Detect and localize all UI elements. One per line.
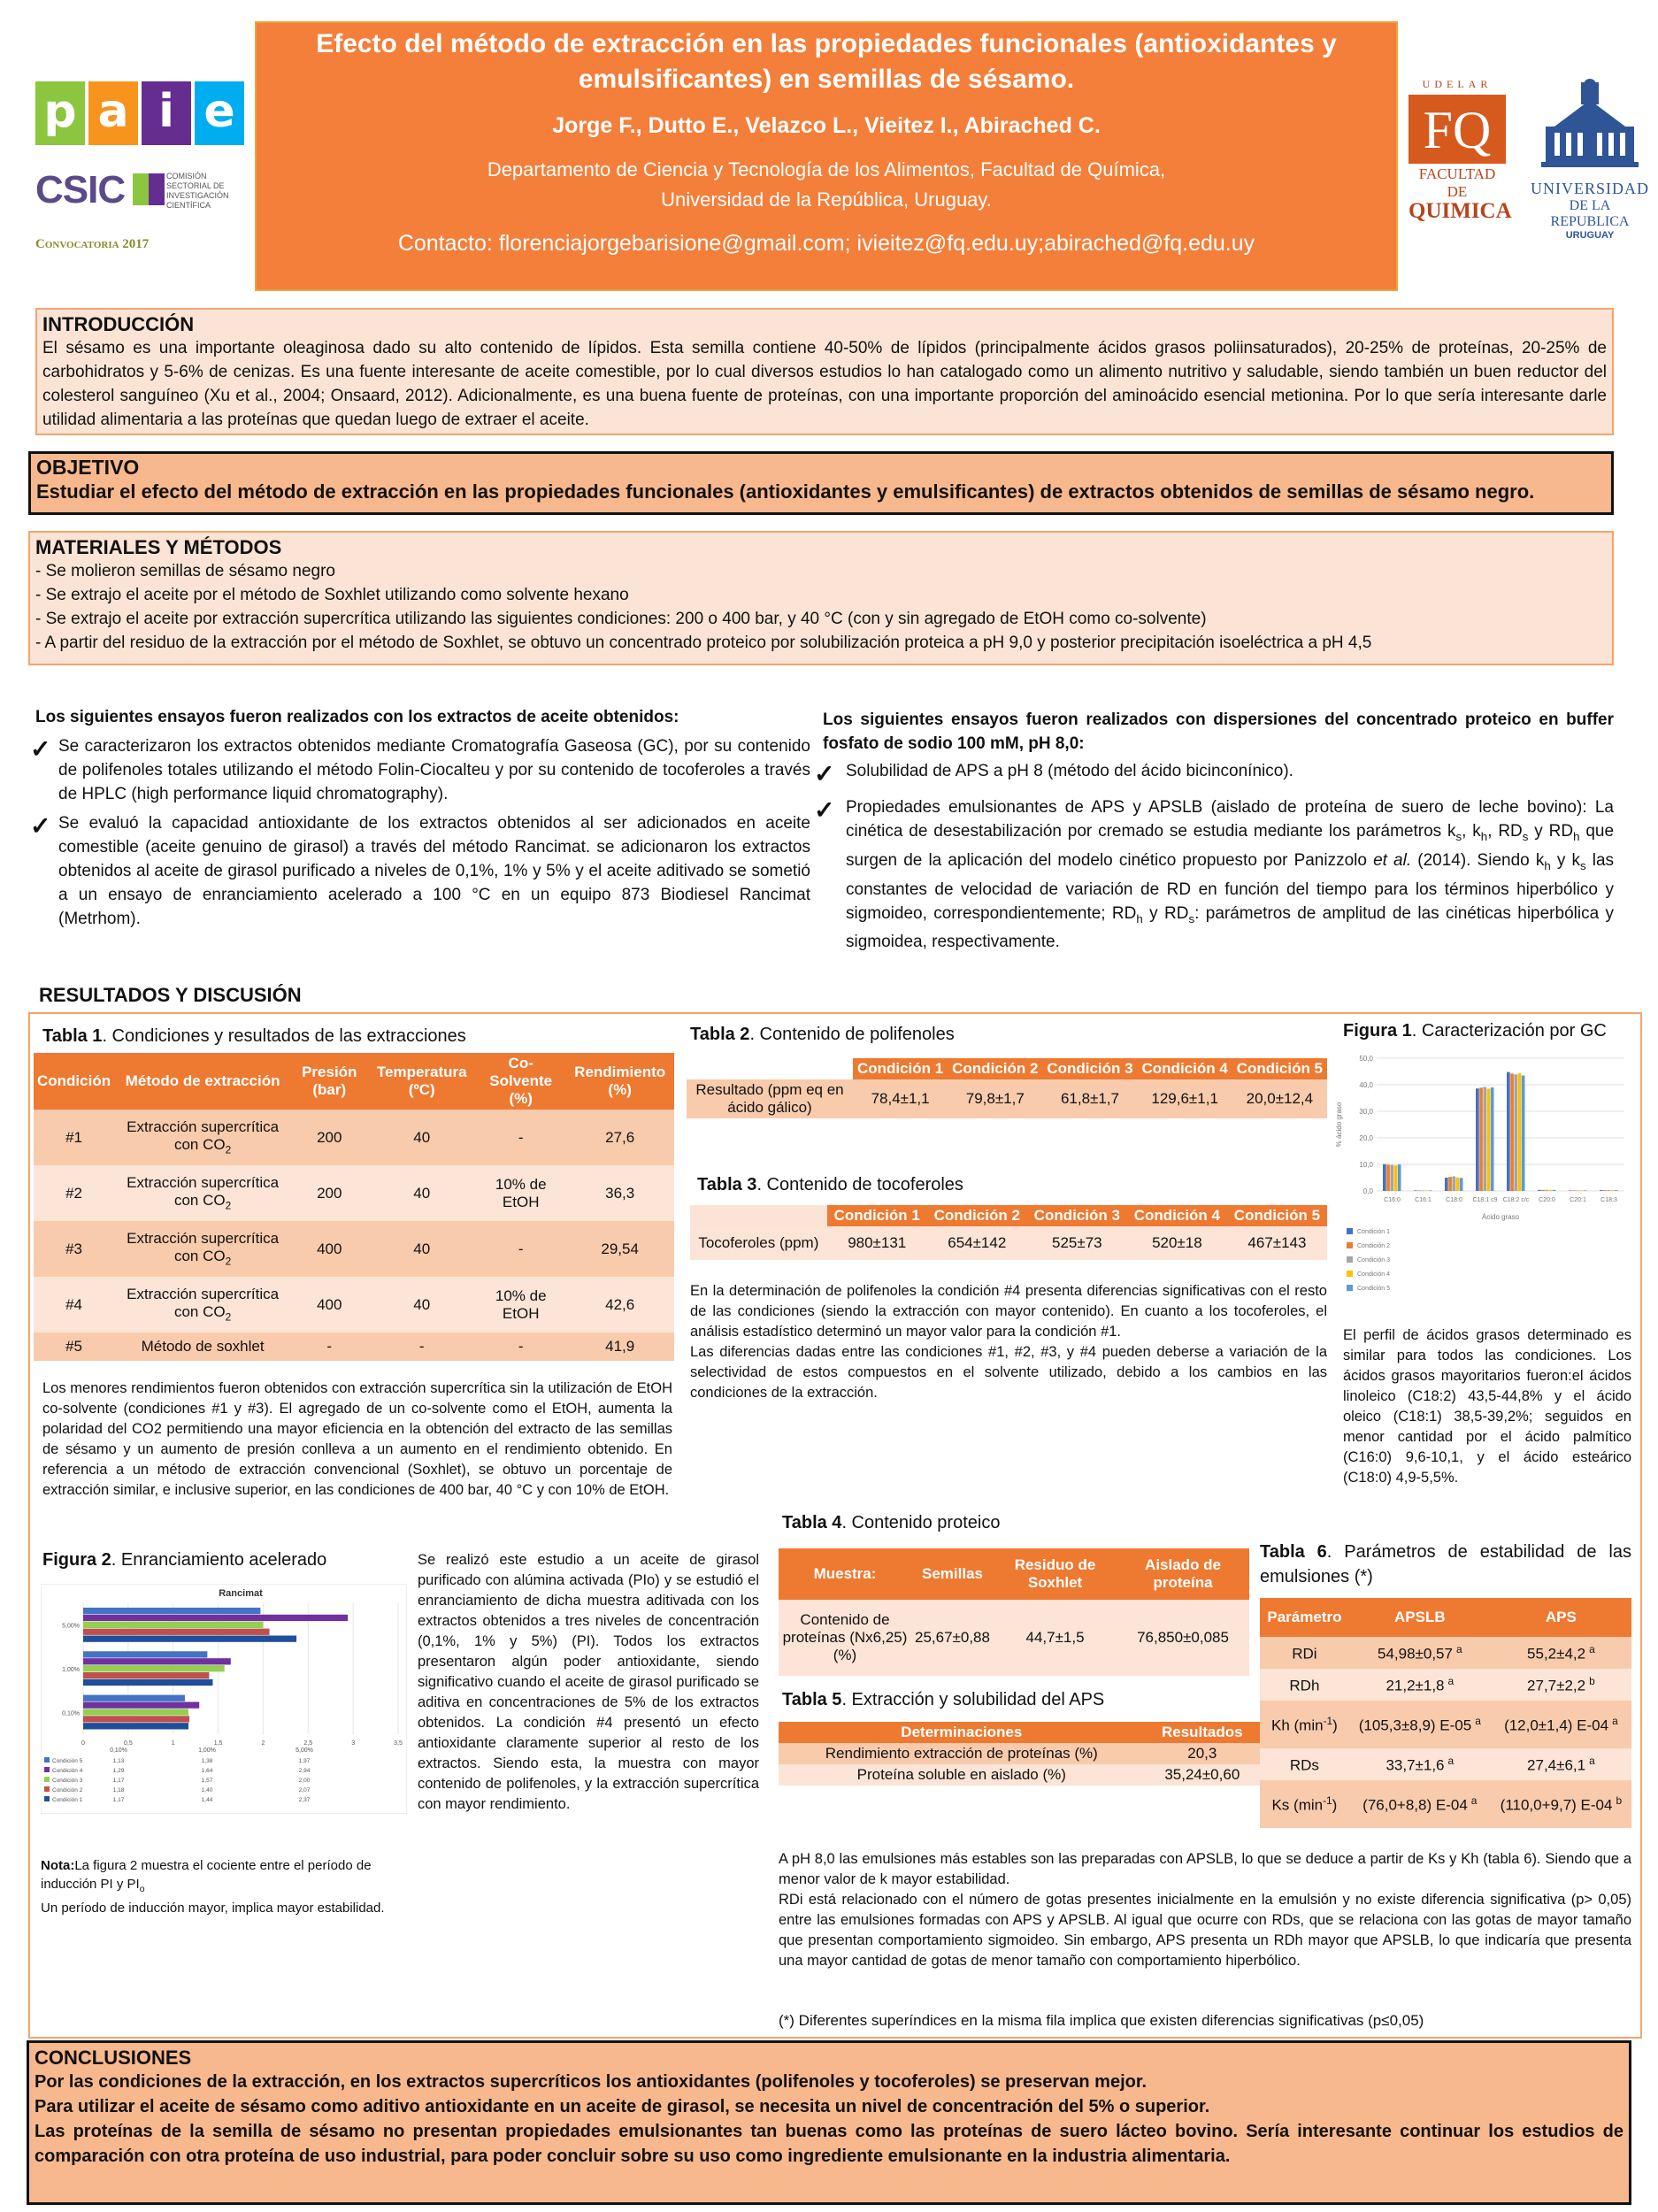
legend-label: Condición 1: [52, 1797, 83, 1803]
table4-protein: Muestra: Semillas Residuo de Soxhlet Aislado de proteína Contenido de proteínas (Nx6,25) (%) 25,67±0,88 44,7±1,5 76,850±0,085: [779, 1548, 1249, 1676]
introduction-section: [35, 308, 1614, 435]
x-tick-label: C16:1: [1415, 1197, 1432, 1203]
yield-discussion: Los menores rendimientos fueron obtenidos con extracción supercrítica sin la utilización de EtOH co-solvente (condiciones #1 y #3). El agregado de un co-solvente como el EtOH, aumenta la polaridad del CO2 permitiendo una mayor eficiencia en la obtención del extracto de las semillas de sésamo y un aumento de presión conlleva a un aumento en el rendimiento obtenido. En referencia a un método de extracción convencional (Soxhlet), se obtuvo un porcentaje de extracción similar, e inclusive superior, en las condiciones de 400 bar, 40 °C y con 10% de EtOH.: [42, 1380, 672, 1498]
paie-letter: p: [35, 81, 85, 145]
data-label: 1,44: [201, 1797, 213, 1803]
university-building-icon: [1541, 78, 1639, 175]
bar: [83, 1716, 189, 1722]
data-label: 1,97: [298, 1758, 311, 1764]
bar: [1456, 1178, 1460, 1191]
conclusion-line: Por las condiciones de la extracción, en los extractos supercríticos los antioxidantes (polifenoles y tocoferoles) se preservan mejor.: [35, 2072, 1148, 2092]
bar: [1514, 1074, 1517, 1191]
bar: [1603, 1190, 1607, 1191]
checkmark-icon: ✓: [814, 796, 835, 824]
checkmark-icon: ✓: [814, 760, 835, 787]
table-row: #5 Método de soxhlet - - - 41,9: [34, 1333, 674, 1361]
data-label: 1,13: [112, 1758, 125, 1764]
introduction-title: INTRODUCCIÓN: [42, 313, 195, 335]
data-label: 1,40: [201, 1787, 213, 1793]
objective-section: [28, 451, 1614, 515]
conclusions-title: CONCLUSIONES: [35, 2047, 192, 2069]
bar: [1549, 1190, 1553, 1191]
emulsion-discussion: A pH 8,0 las emulsiones más estables son las preparadas con APSLB, lo que se deduce a partir de Ks y Kh (tabla 6). Siendo que a menor valor de k mayor estabilidad. RDi está relacionado con el número de gotas presentes inicialmente en la emulsión y no existe diferencia significativa (p> 0,05) entre las emulsiones formadas con APS y APSLB. Al igual que ocurre con RDs, que se relaciona con las gotas de mayor tamaño que presentan comportamiento sigmoideo. Sin embargo, APS presenta un RDh mayor que APSLB, lo que indicaría que presenta una mayor cantidad de gotas de menor tamaño con comportamiento hiperbólico.: [779, 1851, 1631, 1969]
table4-caption: Tabla 4. Contenido proteico: [782, 1513, 1001, 1532]
polyphenol-discussion: En la determinación de polifenoles la condición #4 presenta diferencias significativas con el resto de las condiciones (siendo la extracción con mayor contenido). En cuanto a los tocoferoles, el análisis estadístico determinó un mayor valor para la condición #1. Las diferencias dadas entre las condiciones #1, #2, #3, y #4 pueden deberse a variación de la selectividad de estos compuestos en el solvente utilizado, debido a los cambios en las condiciones de la extracción.: [690, 1283, 1327, 1401]
bar: [83, 1622, 263, 1628]
x-tick-label: C18:2 c/c: [1502, 1197, 1530, 1203]
data-label: 2,94: [298, 1768, 311, 1774]
conclusion-line: Las proteínas de la semilla de sésamo no presentan propiedades emulsionantes tan buenas como las proteínas de suero lácteo bovino. Sería interesante continuar los estudios de comparación con otra proteína de uso industrial, para poder concluir sobre su uso como ingrediente emulsionante en la industria alimentaria.: [35, 2122, 1623, 2166]
bar: [1576, 1190, 1579, 1191]
legend-label: Condición 3: [1357, 1257, 1390, 1263]
y-tick-label: 0,0: [1362, 1187, 1373, 1195]
y-tick-label: 40,0: [1359, 1081, 1373, 1089]
table-row: #3 Extracción supercrítica con $CO_2$ 400 40 - 29,54: [34, 1221, 674, 1277]
protein-assays-heading: Los siguientes ensayos fueron realizados con dispersiones del concentrado proteico en buffer fosfato de sodio 100 mM, pH 8,0:: [823, 710, 1614, 753]
x-tick-label: C20:0: [1539, 1197, 1555, 1203]
paie-letter: e: [195, 81, 244, 145]
bar: [1491, 1087, 1494, 1191]
bar: [83, 1651, 207, 1657]
methods-item: - Se extrajo el aceite por extracción supercrítica utilizando las siguientes condiciones: 200 o 400 bar, y 40 °C (con y sin agregado de EtOH como co-solvente): [35, 610, 1207, 628]
data-label: 1,38: [201, 1758, 213, 1764]
bar: [83, 1709, 188, 1715]
table5-caption: Tabla 5. Extracción y solubilidad del APS: [782, 1690, 1105, 1709]
bar: [1421, 1190, 1424, 1191]
table-row: RDs 33,7±1,6 $^a$ 27,4±6,1 $^a$: [1260, 1748, 1631, 1780]
protein-assay-item: ✓ Solubilidad de APS a pH 8 (método del ácido bicinconínico).: [814, 760, 1293, 787]
table-row: Ks $(\min^{-1})$ (76,0+8,8) E-04 $^a$ (110,0+9,7) E-04 $^b$: [1260, 1780, 1631, 1828]
data-label: 1,64: [201, 1768, 213, 1774]
legend-swatch: [1347, 1228, 1353, 1234]
table1-caption: Tabla 1. Condiciones y resultados de las extracciones: [42, 1026, 466, 1046]
legend-swatch: [1347, 1271, 1353, 1277]
bar: [1390, 1165, 1393, 1191]
bar: [83, 1679, 212, 1686]
bar: [1507, 1072, 1510, 1191]
y-tick-label: 1,00%: [62, 1667, 80, 1673]
poster-title: Efecto del método de extracción en las propiedades funcionales (antioxidantes y emulsificantes) en semillas de sésamo.: [316, 29, 1337, 94]
bar: [1460, 1178, 1463, 1191]
methods-item: - Se extrajo el aceite por el método de Soxhlet utilizando como solvente hexano: [35, 586, 629, 604]
table3-tocopherols: Condición 1 Condición 2 Condición 3 Condición 4 Condición 5 Tocoferoles (ppm) 980±131 654±142 525±73 520±18 467±143: [690, 1205, 1327, 1260]
legend-swatch: [1347, 1242, 1353, 1248]
protein-assay-item: ✓ Propiedades emulsionantes de APS y APSLB (aislado de proteína de suero de leche bovino): La cinética de desestabilización por cremado se estudia mediante los parámetros $k_s$, $k_h$, $RD_s$ y $RD_h$ que surgen de la aplicación del modelo cinético propuesto por Panizzolo et al. (2014). Siendo $k_h$ y $k_s$ las constantes de velocidad de variación de RD en función del tiempo para los términos hiperbólico y sigmoideo, correspondientemente; $RD_h$ y $RD_s$: parámetros de amplitud de las cinéticas hiperbólica y sigmoidea, respectivamente.: [814, 795, 1614, 954]
bar: [1483, 1087, 1486, 1191]
legend-label: Condición 1: [1357, 1229, 1390, 1235]
x-tick-label: 3,5: [394, 1740, 403, 1747]
data-label: 2,37: [298, 1797, 311, 1803]
legend-label: Condición 5: [1357, 1286, 1390, 1292]
bar: [1476, 1088, 1479, 1191]
table-header: 0,10%: [110, 1747, 127, 1754]
csic-logo: [35, 168, 248, 221]
oil-assays-heading: Los siguientes ensayos fueron realizados con los extractos de aceite obtenidos:: [35, 708, 679, 726]
bar: [83, 1615, 348, 1621]
legend-label: Condición 5: [52, 1758, 83, 1764]
bar: [1383, 1164, 1386, 1191]
bar: [1541, 1190, 1545, 1191]
bar: [1425, 1190, 1429, 1191]
figure2-rancimat-chart: [41, 1584, 407, 1814]
y-tick-label: 20,0: [1359, 1134, 1373, 1142]
legend-swatch: [1347, 1285, 1353, 1291]
methods-item: - A partir del residuo de la extracción por el método de Soxhlet, se obtuvo un concentrado proteico por solubilización proteica a pH 9,0 y posterior precipitación isoeléctrica a pH 4,5: [35, 634, 1372, 652]
udelar-text: UDELAR: [1422, 78, 1493, 90]
bar: [1522, 1076, 1525, 1192]
oil-assay-item: ✓ Se evaluó la capacidad antioxidante de los extractos obtenidos al ser adicionados en aceite comestible (aceite genuino de girasol) a través del método Rancimat. se adicionaron los extractos obtenidos al aceite de girasol purificado a niveles de 0,1%, 1% y 5% y el aceite aditivado se sometió a un ensayo de enranciamiento acelerado a 100 °C en un equipo 873 Biodiesel Rancimat (Metrhom).: [30, 811, 810, 931]
bar: [1600, 1190, 1603, 1191]
legend-label: Condición 3: [52, 1778, 83, 1784]
oil-assays: [30, 708, 810, 931]
bar: [1487, 1089, 1491, 1192]
csic-text: CSIC: [35, 168, 126, 211]
bar: [1479, 1087, 1483, 1191]
legend-label: Condición 4: [52, 1768, 83, 1774]
protein-assays: [814, 708, 1614, 954]
y-tick-label: 30,0: [1359, 1108, 1373, 1116]
contact: Contacto: florenciajorgebarisione@gmail.com; ivieitez@fq.edu.uy;abirached@fq.edu.uy: [397, 231, 1255, 256]
bar: [1386, 1164, 1390, 1191]
methods-item: - Se molieron semillas de sésamo negro: [35, 562, 335, 580]
data-label: 1,17: [112, 1778, 125, 1784]
oil-assay-item: ✓ Se caracterizaron los extractos obtenidos mediante Cromatografía Gaseosa (GC), por su contenido de polifenoles totales utilizando el método Folin-Ciocalteu y por su contenido de tocoferoles a través de HPLC (high performance liquid chromatography).: [30, 734, 810, 806]
csic-mark-icon: [133, 173, 165, 205]
department: Departamento de Ciencia y Tecnología de los Alimentos, Facultad de Química, Universidad de la República, Uruguay.: [487, 158, 1166, 211]
x-tick-label: 1: [171, 1740, 175, 1747]
bar: [83, 1672, 209, 1678]
methods-title: MATERIALES Y MÉTODOS: [35, 536, 282, 558]
table1-extractions: Condición Método de extracción Presión (bar) Temperatura (ºC) Co-Solvente (%) Rendimiento (%) #1 Extracción supercrítica con $CO_2$ 200 40 - 27,6 #2 Extracción supercrítica con $CO_2$ 200 40 10% de EtOH 36,3 #3 Extracción supercrítica con $CO_2$ 400 40 - 29,54 #4 Extracción supercrítica con $CO_2$ 400 40 10% de EtOH 42,6 #5 Método de soxhlet - - - 41,9: [34, 1053, 674, 1361]
objective-text: Estudiar el efecto del método de extracción en las propiedades funcionales (antioxidantes y emulsificantes) de extractos obtenidos de semillas de sésamo negro.: [36, 480, 1535, 503]
legend-swatch: [1347, 1256, 1353, 1263]
legend-label: Condición 2: [52, 1787, 83, 1793]
table6-caption: Tabla 6. Parámetros de estabilidad de las emulsiones (*): [1260, 1542, 1631, 1586]
paie-letter: i: [142, 81, 191, 145]
bar: [1394, 1165, 1398, 1191]
table-row: RDh 21,2±1,8 $^a$ 27,7±2,2 $^b$: [1260, 1669, 1631, 1701]
y-tick-label: 5,00%: [62, 1623, 80, 1630]
bar: [1553, 1190, 1556, 1191]
methods-section: [28, 531, 1614, 665]
figure2-note: Nota:La figura 2 muestra el cociente entre el período de inducción PI y $PI_o$ Un período de inducción mayor, implica mayor estabilidad.: [41, 1858, 385, 1916]
conclusions-section: [27, 2040, 1631, 2205]
bar: [1452, 1177, 1455, 1192]
x-tick-label: 2: [261, 1740, 265, 1747]
bar: [83, 1658, 231, 1664]
table-row: #1 Extracción supercrítica con $CO_2$ 200 40 - 27,6: [34, 1110, 674, 1165]
bar: [1584, 1190, 1587, 1191]
bar: [1607, 1190, 1610, 1191]
table2-caption: Tabla 2. Contenido de polifenoles: [690, 1025, 955, 1044]
bar: [1398, 1164, 1401, 1191]
data-label: 1,29: [112, 1768, 125, 1774]
bar: [1429, 1190, 1432, 1191]
y-axis-label: % ácido graso: [1335, 1102, 1343, 1148]
figure1-caption: Figura 1. Caracterización por GC: [1343, 1021, 1607, 1041]
bar: [83, 1608, 260, 1614]
y-tick-label: 10,0: [1359, 1161, 1373, 1169]
bar: [1414, 1190, 1417, 1191]
convocatoria-label: Convocatoria 2017: [35, 237, 150, 251]
bar: [1569, 1190, 1572, 1191]
table-row: Kh $(\min^{-1})$ (105,3±8,9) E-05 $^a$ (12,0±1,4) E-04 $^a$: [1260, 1701, 1631, 1748]
figure1-gc-chart: [1332, 1049, 1633, 1315]
bar: [83, 1723, 188, 1729]
checkmark-icon: ✓: [30, 735, 51, 763]
figure2-caption: Figura 2. Enranciamiento acelerado: [42, 1550, 327, 1570]
chart-title: Rancimat: [219, 1588, 263, 1599]
bar: [1545, 1190, 1548, 1191]
results-title: RESULTADOS Y DISCUSIÓN: [39, 984, 302, 1006]
x-tick-label: C18:0: [1446, 1197, 1462, 1203]
table-header: 1,00%: [198, 1747, 216, 1754]
x-tick-label: 0: [81, 1740, 85, 1747]
figure1-discussion: El perfil de ácidos grasos determinado es similar para todos las condiciones. Los ácidos grasos mayoritarios fueron:el ácidos linoleico (C18:2) 43,5-44,8% y el ácido oleico (C18:1) 38,5-39,2%; seguidos en menor cantidad por el ácido palmítico (C16:0) 9,6-10,1, y el ácido esteárico (C18:0) 4,9-5,5%.: [1343, 1327, 1631, 1486]
csic-subtitle: COMISIÓN SECTORIAL DE INVESTIGACIÓN CIENTÍFICA: [166, 172, 229, 210]
table-header: 5,00%: [296, 1747, 313, 1754]
udelar-logo: UNIVERSIDAD DE LA REPUBLICA URUGUAY: [1531, 78, 1649, 246]
bar: [1580, 1190, 1584, 1191]
fq-logo: UDELAR FQ FACULTAD DE QUIMICA: [1409, 78, 1512, 223]
conclusion-line: Para utilizar el aceite de sésamo como aditivo antioxidante en un aceite de girasol, se necesita un nivel de concentración del 5% o superior.: [35, 2097, 1210, 2116]
data-label: 1,17: [112, 1797, 125, 1803]
x-tick-label: 3: [351, 1740, 356, 1747]
table6-stability: Parámetro APSLB APS RDi 54,98±0,57 $^a$ 55,2±4,2 $^a$ RDh 21,2±1,8 $^a$ 27,7±2,2 $^b$ Kh $(\min^{-1})$ (105,3±8,9) E-05 $^a$ (12,0±1,4) E-04 $^a$ RDs 33,7±1,6 $^a$ 27,4±6,1 $^a$ Ks $(\min^{-1})$ (76,0+8,8) E-04 $^a$ (110,0+9,7) E-04 $^b$: [1260, 1598, 1631, 1828]
x-tick-label: C18:1 c9: [1472, 1197, 1498, 1203]
data-label: 2,00: [298, 1778, 311, 1784]
table2-polyphenols: Condición 1 Condición 2 Condición 3 Condición 4 Condición 5 Resultado (ppm eq en ácido gálico) 78,4±1,1 79,8±1,7 61,8±1,7 129,6±1,1 20,0±12,4: [687, 1058, 1327, 1118]
legend-label: Condición 4: [1357, 1271, 1390, 1278]
bar: [1510, 1073, 1514, 1191]
objective-title: OBJETIVO: [36, 456, 140, 479]
table-row: RDi 54,98±0,57 $^a$ 55,2±4,2 $^a$: [1260, 1637, 1631, 1669]
bar: [1611, 1190, 1615, 1191]
fq-mark: FQ: [1409, 95, 1506, 164]
x-tick-label: C20:1: [1570, 1197, 1586, 1203]
table3-caption: Tabla 3. Contenido de tocoferoles: [697, 1175, 963, 1194]
data-label: 2,07: [298, 1787, 311, 1793]
bar: [1417, 1190, 1421, 1191]
bar: [83, 1695, 185, 1701]
bar: [83, 1665, 225, 1671]
paie-logo: [35, 81, 246, 150]
x-tick-label: 2,5: [303, 1740, 313, 1747]
checkmark-icon: ✓: [30, 812, 51, 840]
authors: Jorge F., Dutto E., Velazco L., Vieitez I., Abirached C.: [552, 113, 1101, 138]
legend-label: Condición 2: [1357, 1243, 1390, 1249]
y-tick-label: 0,10%: [62, 1710, 80, 1717]
bar: [83, 1701, 199, 1708]
bar: [1538, 1190, 1541, 1191]
bar: [1448, 1177, 1452, 1191]
poster-header: [255, 21, 1398, 291]
introduction-text: El sésamo es una importante oleaginosa dado su alto contenido de lípidos. Esta semilla contiene 40-50% de lípidos (principalmente ácidos grasos poliinsaturados), 20-25% de proteínas, 20-25% de carbohidratos y 5-6% de cenizas. Es una fuente interesante de aceite comestible, por lo cual diversos estudios lo han catalogado como un alimento nutritivo y saludable, siendo también un buen reductor del colesterol sanguíneo (Xu et al., 2004; Onsaard, 2012). Adicionalmente, es una buena fuente de proteínas, con una importante proporción del aminoácido esencial metionina. Por lo que sería interesante darle utilidad alimentaria a las proteínas que quedan luego de extraer el aceite.: [42, 339, 1607, 429]
bar: [83, 1636, 296, 1642]
x-tick-label: C16:0: [1384, 1197, 1401, 1203]
bar: [1572, 1190, 1576, 1191]
bar: [83, 1629, 270, 1635]
rancimat-discussion: Se realizó este estudio a un aceite de girasol purificado con alúmina activada (PIo) y se estudió el enranciamiento de dicha muestra aditivada con los extractos obtenidos a tres niveles de concentración (0,1%, 1% y 5%) (PI). Todos los extractos presentaron algún poder antioxidante, siendo significativo cuando el aceite de girasol purificado se aditiva en concentraciones de 5% de los extractos obtenidos. La condición #4 presentó un efecto antioxidante claramente superior al resto de los extractos. Siendo esta, la muestra con mayor contenido de polifenoles, y la extracción supercrítica con mayor rendimiento.: [418, 1552, 759, 1812]
data-label: 1,18: [112, 1787, 125, 1793]
y-tick-label: 50,0: [1359, 1055, 1373, 1063]
table5-aps: Determinaciones Resultados Rendimiento extracción de proteínas (%) 20,3 Proteína soluble en aislado (%) 35,24±0,60: [779, 1722, 1260, 1786]
table-row: #4 Extracción supercrítica con $CO_2$ 400 40 10% de EtOH 42,6: [34, 1277, 674, 1333]
x-tick-label: 1,5: [213, 1740, 223, 1747]
bar: [1615, 1190, 1618, 1191]
table-row: #2 Extracción supercrítica con $CO_2$ 200 40 10% de EtOH 36,3: [34, 1165, 674, 1221]
paie-letter: a: [88, 81, 138, 145]
bar: [1445, 1178, 1448, 1191]
footnote: (*) Diferentes superíndices en la misma fila implica que existen diferencias significativas (p≤0,05): [779, 2012, 1424, 2029]
data-label: 1,57: [201, 1778, 213, 1784]
x-tick-label: 0,5: [123, 1740, 133, 1747]
bar: [1518, 1073, 1522, 1191]
x-axis-label: Ácido graso: [1481, 1213, 1520, 1221]
x-tick-label: C18:3: [1600, 1197, 1617, 1203]
